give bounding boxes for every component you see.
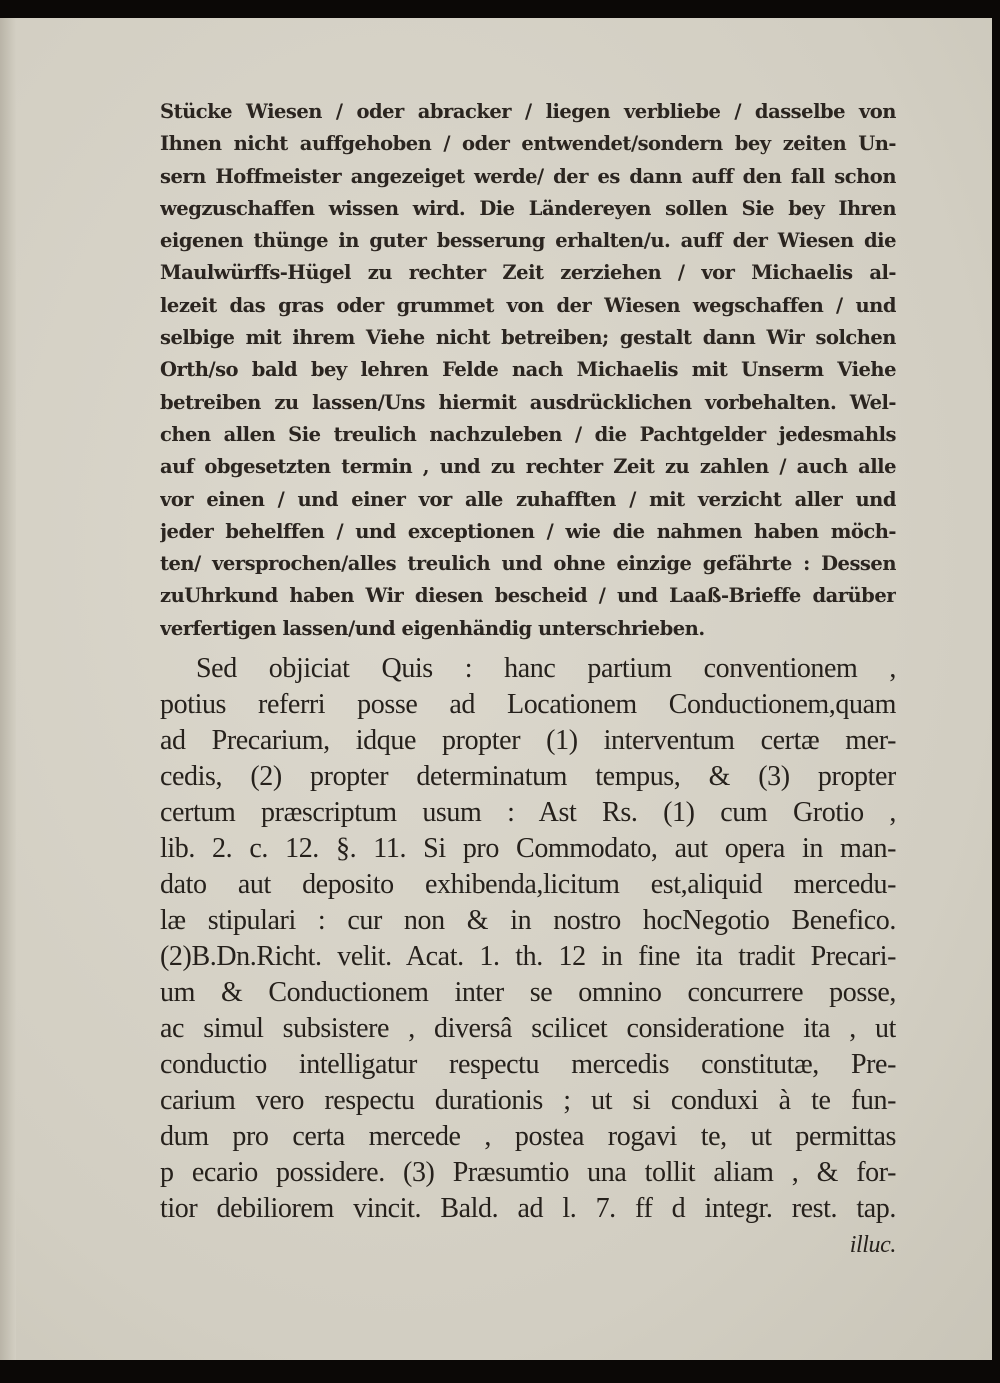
text-line: ac simul subsistere , diversâ scilicet consideratione ita , ut <box>160 1013 896 1045</box>
text-line: chen allen Sie treulich nachzuleben / die Pachtgelder jedesmahls <box>160 422 896 446</box>
text-line: certum præscriptum usum : Ast Rs. (1) cum Grotio , <box>160 797 896 829</box>
text-line: selbige mit ihrem Viehe nicht betreiben; gestalt dann Wir solchen <box>160 326 896 350</box>
page-gutter <box>0 18 16 1360</box>
text-line: eigenen thünge in guter besserung erhalten/u. auff der Wiesen die <box>160 229 896 253</box>
text-line: auf obgesetzten termin , und zu rechter Zeit zu zahlen / auch alle <box>160 455 896 479</box>
text-line: dum pro certa mercede , postea rogavi te, ut permittas <box>160 1121 896 1153</box>
text-line: dato aut deposito exhibenda,licitum est,aliquid mercedu- <box>160 869 896 901</box>
book-page <box>0 18 992 1360</box>
text-line: zuUhrkund haben Wir diesen bescheid / und Laaß-Brieffe darüber <box>160 584 896 608</box>
text-line: Orth/so bald bey lehren Felde nach Michaelis mit Unserm Viehe <box>160 358 896 382</box>
text-line: cedis, (2) propter determinatum tempus, & (3) propter <box>160 761 896 793</box>
text-line: wegzuschaffen wissen wird. Die Ländereyen sollen Sie bey Ihren <box>160 196 896 220</box>
text-line: betreiben zu lassen/Uns hiermit ausdrücklichen vorbehalten. Wel- <box>160 390 896 414</box>
text-line: Maulwürffs-Hügel zu rechter Zeit zerziehen / vor Michaelis al- <box>160 261 896 285</box>
text-block <box>160 96 896 1263</box>
text-line: tior debiliorem vincit. Bald. ad l. 7. ff d integr. rest. tap. <box>160 1193 896 1225</box>
text-line: jeder behelffen / und exceptionen / wie die nahmen haben möch- <box>160 519 896 543</box>
text-line: verfertigen lassen/und eigenhändig unterschrieben. <box>160 616 705 640</box>
text-line: ad Precarium, idque propter (1) interventum certæ mer- <box>160 725 896 757</box>
text-line: potius referri posse ad Locationem Conductionem,quam <box>160 689 896 721</box>
text-line: illuc. <box>849 1232 896 1259</box>
text-line: ten/ versprochen/alles treulich und ohne einzige gefährte : Dessen <box>160 552 896 576</box>
german-fraktur-paragraph <box>160 96 896 645</box>
text-line: læ stipulari : cur non & in nostro hocNegotio Benefico. <box>160 905 896 937</box>
text-line: vor einen / und einer vor alle zuhafften / mit verzicht aller und <box>160 487 896 511</box>
text-line: p ecario possidere. (3) Præsumtio una tollit aliam , & for- <box>160 1157 896 1189</box>
text-line: Ihnen nicht auffgehoben / oder entwendet/sondern bey zeiten Un- <box>160 132 896 156</box>
latin-paragraph <box>160 651 896 1263</box>
text-line: Sed objiciat Quis : hanc partium conventionem , <box>196 653 896 685</box>
text-line: carium vero respectu durationis ; ut si conduxi à te fun- <box>160 1085 896 1117</box>
text-line: lezeit das gras oder grummet von der Wiesen wegschaffen / und <box>160 293 896 317</box>
text-line: Stücke Wiesen / oder abracker / liegen verbliebe / dasselbe von <box>160 100 896 123</box>
text-line: conductio intelligatur respectu mercedis constitutæ, Pre- <box>160 1049 896 1081</box>
text-line: lib. 2. c. 12. §. 11. Si pro Commodato, aut opera in man- <box>160 833 896 865</box>
text-line: sern Hoffmeister angezeiget werde/ der es dann auff den fall schon <box>160 164 896 188</box>
text-line: um & Conductionem inter se omnino concurrere posse, <box>160 977 896 1009</box>
text-line: (2)B.Dn.Richt. velit. Acat. 1. th. 12 in fine ita tradit Precari- <box>160 941 896 973</box>
